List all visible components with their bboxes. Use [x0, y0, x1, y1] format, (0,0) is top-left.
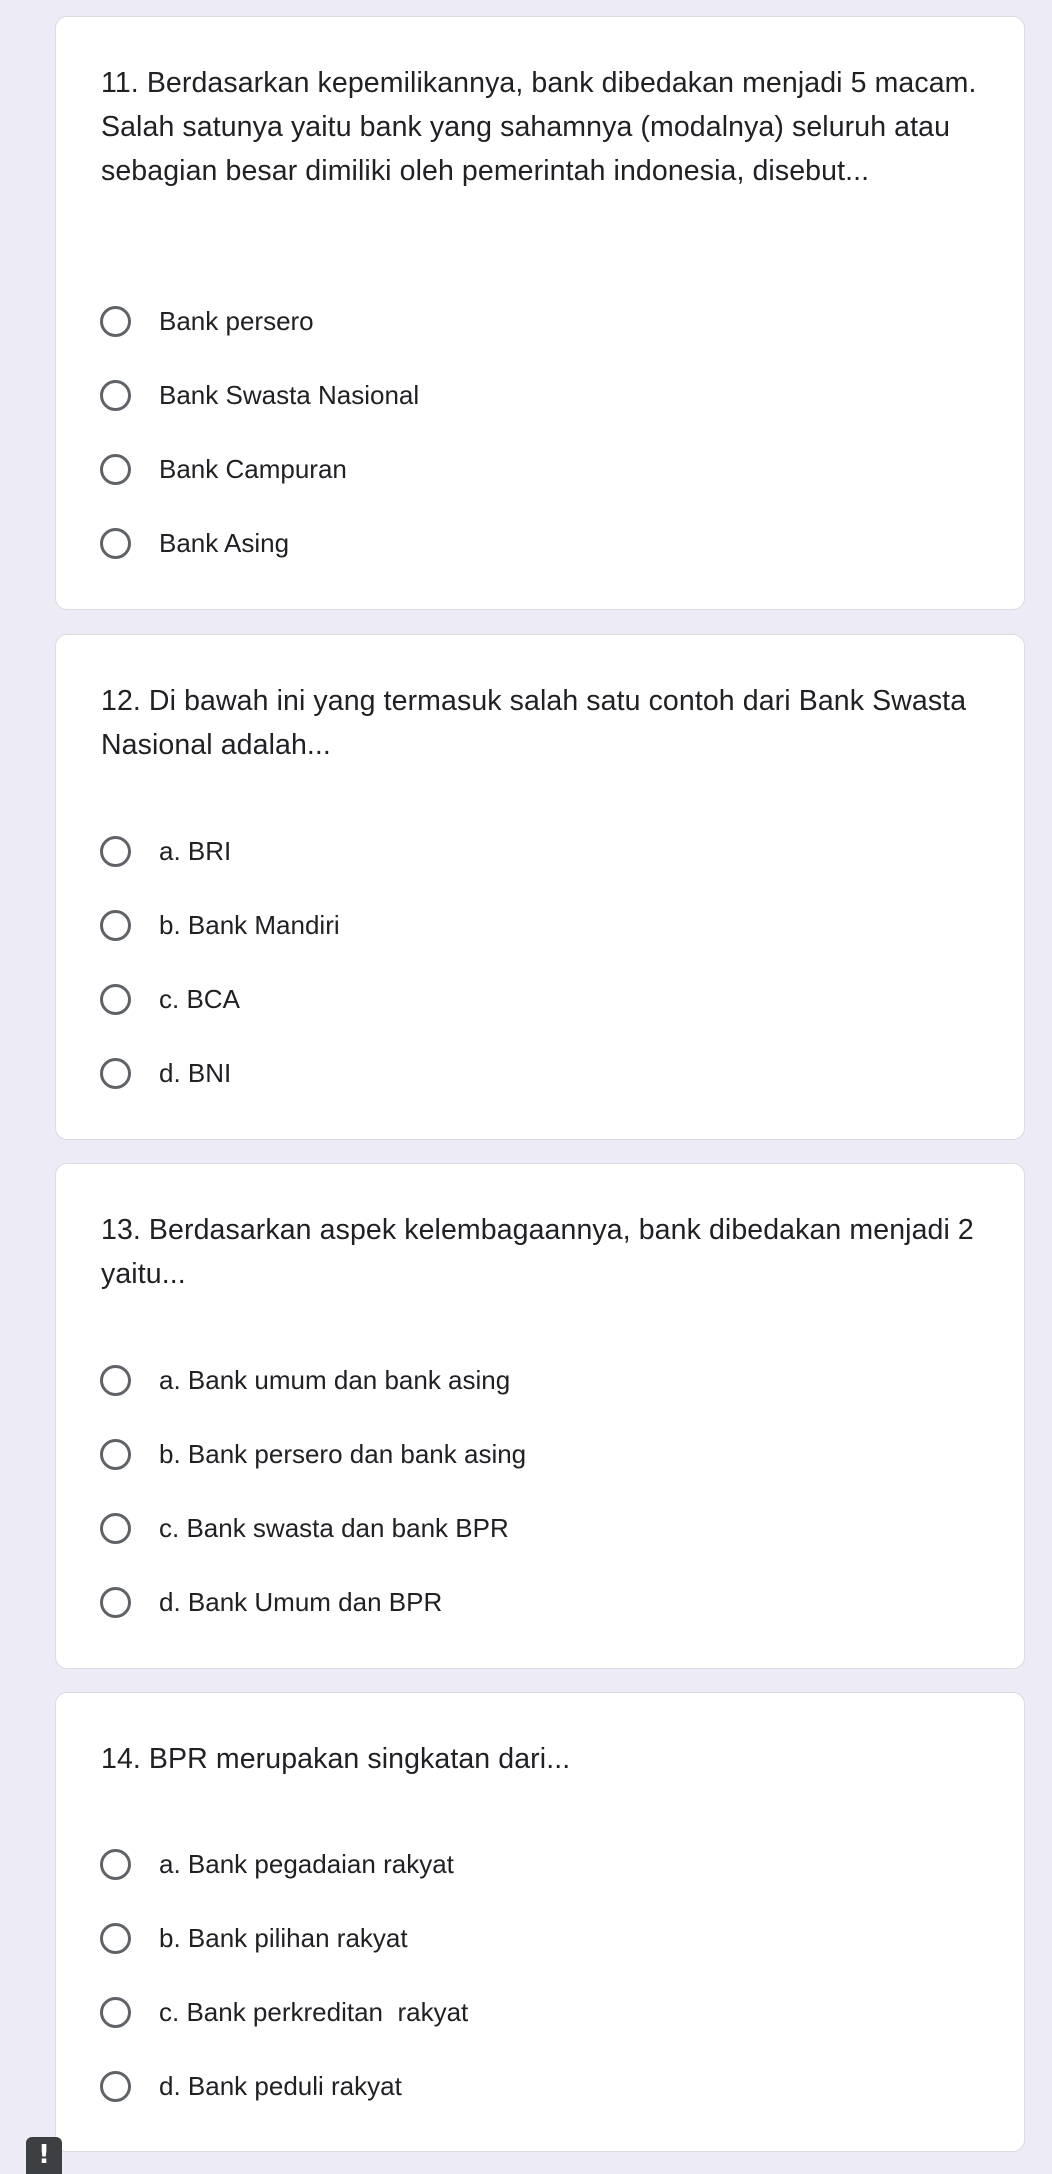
option-13-d[interactable]	[100, 1565, 980, 1639]
radio-button[interactable]	[100, 1997, 131, 2028]
radio-button[interactable]	[100, 306, 131, 337]
radio-button[interactable]	[100, 380, 131, 411]
option-label: Bank Campuran	[159, 454, 347, 484]
question-card-14	[55, 1692, 1025, 2152]
radio-button[interactable]	[100, 1365, 131, 1396]
question-card-11	[55, 16, 1025, 610]
option-14-c[interactable]	[100, 1975, 980, 2049]
option-11-b[interactable]	[100, 358, 980, 432]
option-label: d. Bank peduli rakyat	[159, 2071, 402, 2101]
option-12-c[interactable]	[100, 962, 980, 1036]
option-label: a. Bank umum dan bank asing	[159, 1365, 511, 1395]
option-label: c. Bank swasta dan bank BPR	[159, 1513, 509, 1543]
radio-button[interactable]	[100, 454, 131, 485]
radio-button[interactable]	[100, 528, 131, 559]
options-group-14	[100, 1827, 980, 2123]
radio-button[interactable]	[100, 1923, 131, 1954]
option-label: d. BNI	[159, 1058, 232, 1088]
radio-button[interactable]	[100, 1439, 131, 1470]
question-card-12	[55, 634, 1025, 1140]
option-12-d[interactable]	[100, 1036, 980, 1110]
option-label: Bank persero	[159, 306, 314, 336]
option-11-d[interactable]	[100, 506, 980, 580]
options-group-12	[100, 814, 980, 1110]
option-label: Bank Asing	[159, 528, 290, 558]
option-11-c[interactable]	[100, 432, 980, 506]
option-12-b[interactable]	[100, 888, 980, 962]
option-11-a[interactable]	[100, 284, 980, 358]
radio-button[interactable]	[100, 836, 131, 867]
radio-button[interactable]	[100, 984, 131, 1015]
option-label: b. Bank persero dan bank asing	[159, 1439, 527, 1469]
option-label: a. BRI	[159, 836, 232, 866]
option-13-b[interactable]	[100, 1417, 980, 1491]
option-13-c[interactable]	[100, 1491, 980, 1565]
radio-button[interactable]	[100, 1058, 131, 1089]
option-label: Bank Swasta Nasional	[159, 380, 420, 410]
option-14-a[interactable]	[100, 1827, 980, 1901]
option-14-d[interactable]	[100, 2049, 980, 2123]
radio-button[interactable]	[100, 1513, 131, 1544]
option-label: c. Bank perkreditan rakyat	[159, 1997, 469, 2027]
options-group-13	[100, 1343, 980, 1639]
option-label: b. Bank Mandiri	[159, 910, 340, 940]
radio-button[interactable]	[100, 910, 131, 941]
question-text-13: 13. Berdasarkan aspek kelembagaannya, bank dibedakan menjadi 2 yaitu...	[101, 1214, 974, 1290]
option-label: b. Bank pilihan rakyat	[159, 1923, 408, 1953]
option-13-a[interactable]	[100, 1343, 980, 1417]
question-text-14: 14. BPR merupakan singkatan dari...	[101, 1743, 571, 1775]
question-text-12: 12. Di bawah ini yang termasuk salah satu contoh dari Bank Swasta Nasional adalah...	[101, 685, 967, 761]
radio-button[interactable]	[100, 1587, 131, 1618]
option-label: d. Bank Umum dan BPR	[159, 1587, 443, 1617]
option-14-b[interactable]	[100, 1901, 980, 1975]
question-text-11: 11. Berdasarkan kepemilikannya, bank dibedakan menjadi 5 macam. Salah satunya yaitu bank yang sahamnya (modalnya) seluruh atau sebagian besar dimiliki oleh pemerintah indonesia, disebut...	[101, 67, 977, 187]
option-label: a. Bank pegadaian rakyat	[159, 1849, 454, 1879]
option-label: c. BCA	[159, 984, 240, 1014]
radio-button[interactable]	[100, 1849, 131, 1880]
option-12-a[interactable]	[100, 814, 980, 888]
options-group-11	[100, 284, 980, 580]
radio-button[interactable]	[100, 2071, 131, 2102]
alert-icon[interactable]: !	[26, 2137, 62, 2174]
question-card-13	[55, 1163, 1025, 1669]
